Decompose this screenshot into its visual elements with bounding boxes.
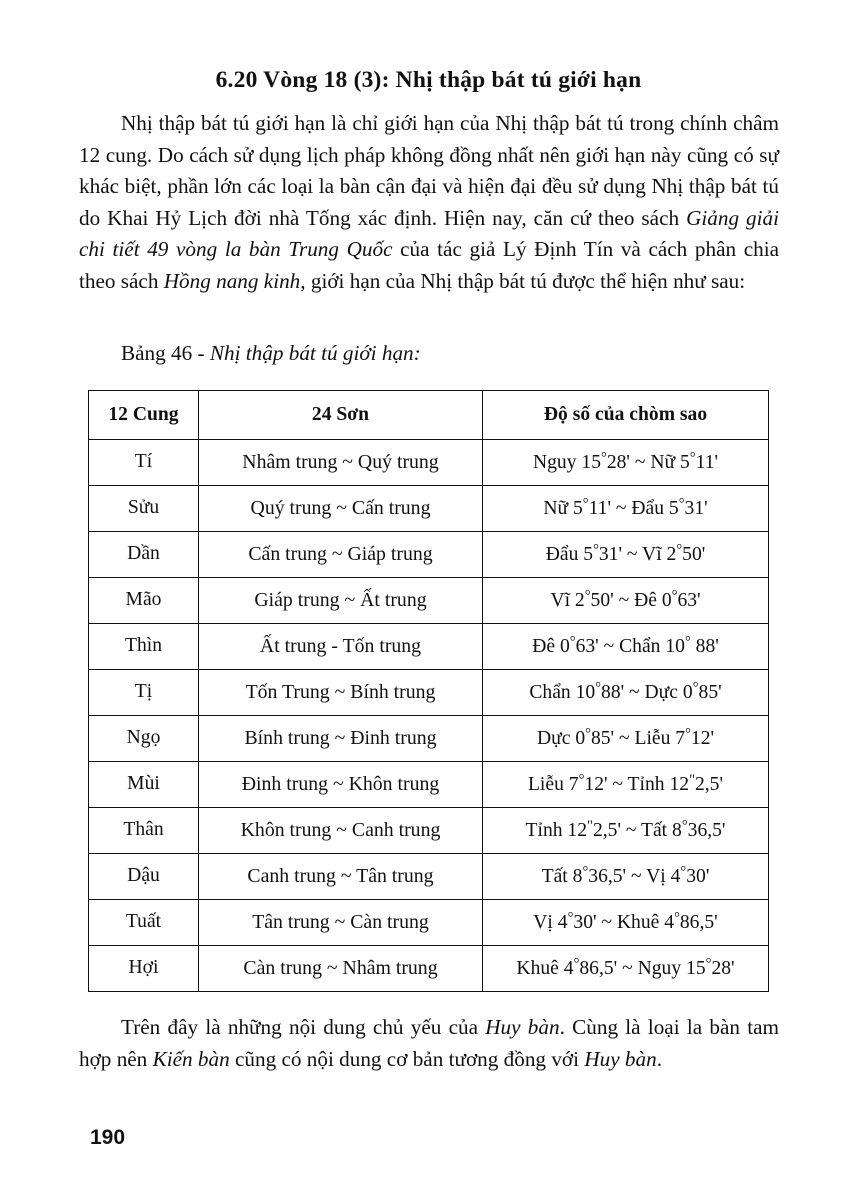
cell-son: Cấn trung ~ Giáp trung [199, 532, 483, 578]
cell-do: Liễu 7°12' ~ Tỉnh 12"2,5' [483, 762, 769, 808]
cell-cung: Mão [89, 578, 199, 624]
cell-do: Chẩn 10°88' ~ Dực 0°85' [483, 670, 769, 716]
table-body [89, 440, 769, 992]
cell-do: Tỉnh 12"2,5' ~ Tất 8°36,5' [483, 808, 769, 854]
outro-text-part1: Trên đây là những nội dung chủ yếu của [121, 1015, 486, 1039]
cell-do: Nguy 15°28' ~ Nữ 5°11' [483, 440, 769, 486]
cell-cung: Tuất [89, 900, 199, 946]
table-header-row [89, 391, 769, 440]
cell-son: Đinh trung ~ Khôn trung [199, 762, 483, 808]
intro-book-title-1: Giảng giải chi tiết 49 vòng la bàn Trung Quốc [79, 205, 779, 262]
outro-book-title-2: Kiến bàn [152, 1046, 230, 1071]
table-row [89, 762, 769, 808]
page-title: 6.20 Vòng 18 (3): Nhị thập bát tú giới hạn [215, 66, 642, 93]
table-row [89, 716, 769, 762]
cell-son: Nhâm trung ~ Quý trung [199, 440, 483, 486]
table-row [89, 670, 769, 716]
cell-do: Dực 0°85' ~ Liễu 7°12' [483, 716, 769, 762]
intro-text-part3: , giới hạn của Nhị thập bát tú được thể hiện như sau: [300, 268, 746, 293]
table-row [89, 946, 769, 992]
cell-cung: Dậu [89, 854, 199, 900]
cell-do: Tất 8°36,5' ~ Vị 4°30' [483, 854, 769, 900]
table-row [89, 624, 769, 670]
cell-son: Tốn Trung ~ Bính trung [199, 670, 483, 716]
table-row [89, 486, 769, 532]
intro-book-title-2: Hồng nang kinh [163, 268, 301, 293]
cell-do: Khuê 4°86,5' ~ Nguy 15°28' [483, 946, 769, 992]
intro-text-part1: Nhị thập bát tú giới hạn là chỉ giới hạn của Nhị thập bát tú trong chính châm 12 cung. Do cách sử dụng lịch pháp không đồng nhất nên giới hạn này cũng có sự khác biệt, phần lớn các loại la bàn cận đại và hiện đại đều sử dụng Nhị thập bát tú do Khai Hỷ Lịch đời nhà Tống xác định. Hiện nay, căn cứ theo sách [79, 111, 779, 230]
table-row [89, 900, 769, 946]
cell-do: Nữ 5°11' ~ Đẩu 5°31' [483, 486, 769, 532]
cell-cung: Ngọ [89, 716, 199, 762]
cell-son: Càn trung ~ Nhâm trung [199, 946, 483, 992]
cell-cung: Dần [89, 532, 199, 578]
cell-cung: Tị [89, 670, 199, 716]
table-caption [79, 338, 779, 368]
column-header-do: Độ số của chòm sao [483, 391, 769, 440]
intro-paragraph [79, 108, 779, 298]
nhi-thap-bat-tu-table [88, 390, 769, 992]
table-row [89, 578, 769, 624]
column-header-cung: 12 Cung [89, 391, 199, 440]
cell-son: Khôn trung ~ Canh trung [199, 808, 483, 854]
table-caption-label: Bảng 46 - [121, 341, 210, 365]
cell-do: Vĩ 2°50' ~ Đê 0°63' [483, 578, 769, 624]
cell-cung: Thìn [89, 624, 199, 670]
outro-text-part4: . [656, 1046, 662, 1071]
page-number: 190 [90, 1126, 126, 1149]
cell-do: Vị 4°30' ~ Khuê 4°86,5' [483, 900, 769, 946]
table-row [89, 808, 769, 854]
table-row [89, 440, 769, 486]
cell-cung: Mùi [89, 762, 199, 808]
cell-do: Đê 0°63' ~ Chẩn 10° 88' [483, 624, 769, 670]
cell-son: Ất trung - Tốn trung [199, 624, 483, 670]
cell-cung: Tí [89, 440, 199, 486]
intro-text-part2: của tác giả Lý Định Tín và cách phân chia theo sách [79, 237, 779, 293]
cell-cung: Hợi [89, 946, 199, 992]
outro-book-title-3: Huy bàn [584, 1046, 657, 1071]
cell-cung: Thân [89, 808, 199, 854]
cell-son: Canh trung ~ Tân trung [199, 854, 483, 900]
cell-son: Tân trung ~ Càn trung [199, 900, 483, 946]
table-row [89, 532, 769, 578]
cell-do: Đẩu 5°31' ~ Vĩ 2°50' [483, 532, 769, 578]
outro-book-title-1: Huy bàn [485, 1015, 560, 1039]
outro-text-part3: cũng có nội dung cơ bản tương đồng với [229, 1046, 585, 1071]
table-caption-title: Nhị thập bát tú giới hạn: [209, 341, 421, 365]
cell-son: Quý trung ~ Cấn trung [199, 486, 483, 532]
outro-text-part2: . Cùng là loại la bàn tam hợp nên [79, 1015, 779, 1071]
cell-son: Giáp trung ~ Ất trung [199, 578, 483, 624]
column-header-son: 24 Sơn [199, 391, 483, 440]
outro-paragraph [79, 1012, 779, 1075]
cell-cung: Sửu [89, 486, 199, 532]
cell-son: Bính trung ~ Đinh trung [199, 716, 483, 762]
table-row [89, 854, 769, 900]
table-container [88, 390, 768, 992]
